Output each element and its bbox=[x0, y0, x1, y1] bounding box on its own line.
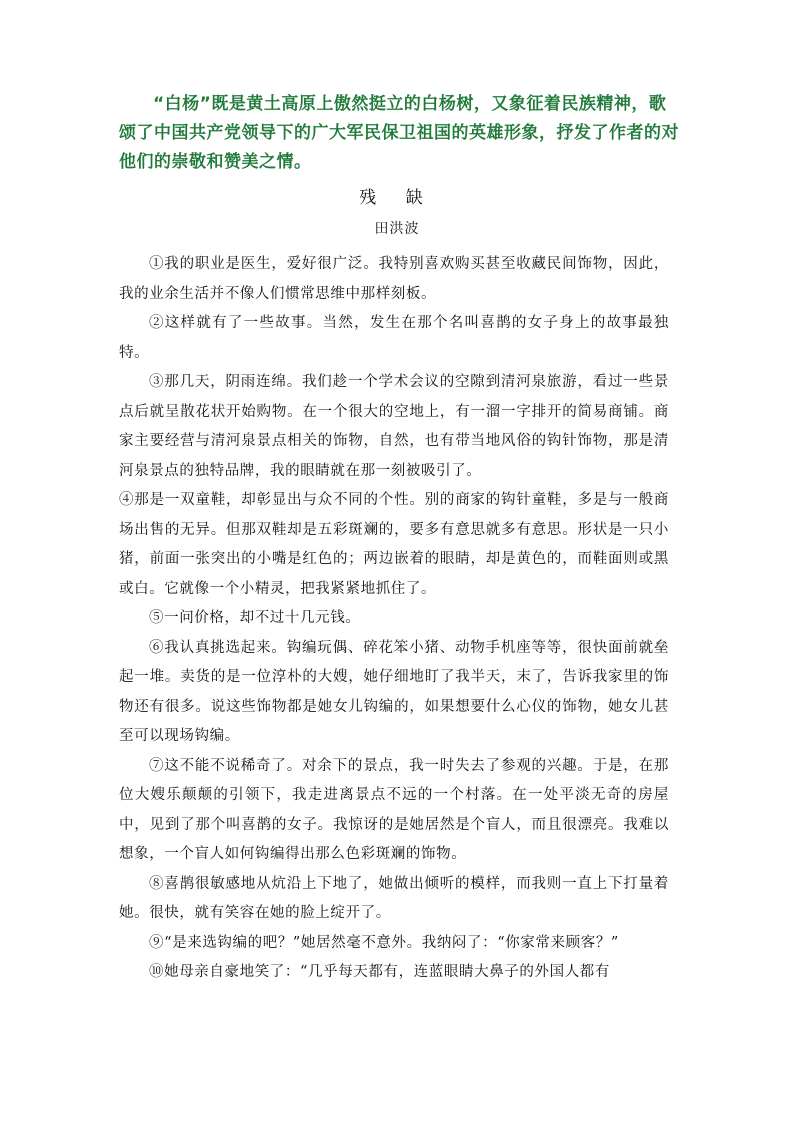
article-author: 田洪波 bbox=[374, 221, 420, 237]
article-title: 残 缺 bbox=[359, 188, 435, 208]
paragraph: ⑩她母亲自豪地笑了：“几乎每天都有，连蓝眼睛大鼻子的外国人都有 bbox=[149, 964, 611, 980]
paragraph: ⑦这不能不说稀奇了。对余下的景点，我一时失去了参观的兴趣。于是，在那位大嫂乐颠颠的引领下，我走进离景点不远的一个村落。在一处平淡无奇的房屋中，见到了那个叫喜鹊的女子。我惊讶的是她居然是个盲人，而且很漂亮。我难以想象，一个盲人如何钩编得出那么色彩斑斓的饰物。 bbox=[119, 757, 669, 862]
paragraph: ②这样就有了一些故事。当然，发生在那个名叫喜鹊的女子身上的故事最独特。 bbox=[119, 315, 669, 361]
paragraph: ③那几天，阴雨连绵。我们趁一个学术会议的空隙到清河泉旅游，看过一些景点后就呈散花状开始购物。在一个很大的空地上，有一溜一字排开的简易商铺。商家主要经营与清河泉景点相关的饰物，自然，也有带当地风俗的钩针饰物，那是清河泉景点的独特品牌，我的眼睛就在那一刻被吸引了。 bbox=[119, 374, 669, 479]
paragraph: ①我的职业是医生，爱好很广泛。我特别喜欢购买甚至收藏民间饰物，因此，我的业余生活并不像人们惯常思维中那样刻板。 bbox=[119, 256, 669, 302]
paragraph: ④那是一双童鞋，却彰显出与众不同的个性。别的商家的钩针童鞋，多是与一般商场出售的无异。但那双鞋却是五彩斑斓的，要多有意思就多有意思。形状是一只小猪，前面一张突出的小嘴是红色的；两边嵌着的眼睛，却是黄色的，而鞋面则或黑或白。它就像一个小精灵，把我紧紧地抓住了。 bbox=[119, 492, 669, 597]
paragraph: ⑧喜鹊很敏感地从炕沿上下地了，她做出倾听的模样，而我则一直上下打量着她。很快，就有笑容在她的脸上绽开了。 bbox=[119, 875, 669, 921]
paragraph: ⑤一问价格，却不过十几元钱。 bbox=[149, 610, 361, 626]
article-body bbox=[119, 250, 669, 988]
paragraph: ⑨“是来选钩编的吧？”她居然毫不意外。我纳闷了：“你家常来顾客？” bbox=[149, 934, 619, 951]
paragraph: ⑥我认真挑选起来。钩编玩偶、碎花笨小猪、动物手机座等等，很快面前就垒起一堆。卖货的是一位淳朴的大嫂，她仔细地盯了我半天，末了，告诉我家里的饰物还有很多。说这些饰物都是她女儿钩编的，如果想要什么心仪的饰物，她女儿甚至可以现场钩编。 bbox=[119, 639, 669, 744]
intro-summary: “白杨”既是黄土高原上傲然挺立的白杨树，又象征着民族精神，歌颂了中国共产党领导下的广大军民保卫祖国的英雄形象，抒发了作者的对他们的崇敬和赞美之情。 bbox=[119, 94, 679, 172]
